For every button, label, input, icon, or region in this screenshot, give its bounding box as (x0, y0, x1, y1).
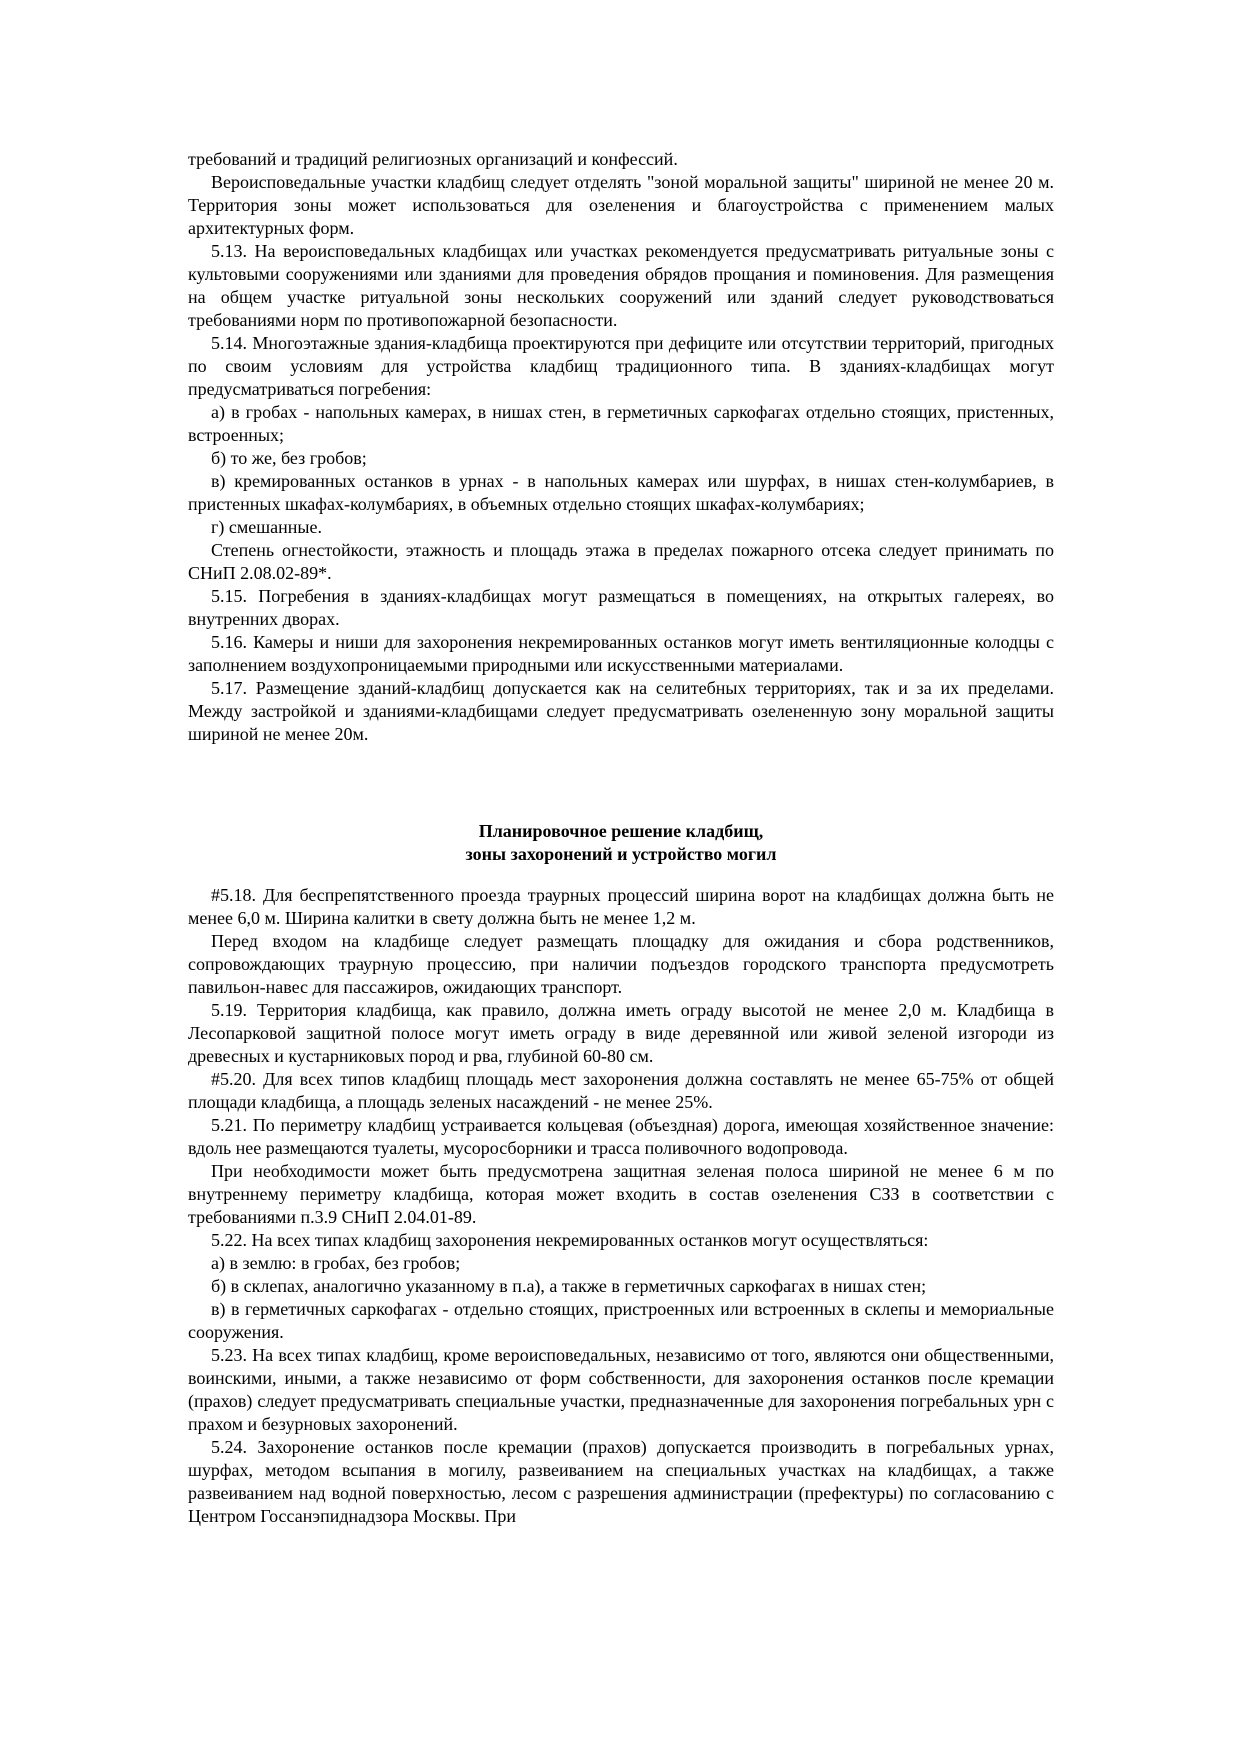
paragraph: Перед входом на кладбище следует размещать площадку для ожидания и сбора родственников, сопровождающих траурную процессию, при наличии подъездов городского транспорта предусмотреть павильон-навес для пассажиров, ожидающих транспорт. (188, 931, 1054, 997)
paragraph-5-22: 5.22. На всех типах кладбищ захоронения некремированных останков могут осуществляться: (211, 1230, 929, 1250)
list-item-a: а) в землю: в гробах, без гробов; (211, 1253, 461, 1273)
list-item-a: а) в гробах - напольных камерах, в нишах стен, в герметичных саркофагах отдельно стоящих, пристенных, встроенных; (188, 402, 1054, 445)
list-item-b: б) то же, без гробов; (211, 448, 367, 468)
paragraph-5-21: 5.21. По периметру кладбищ устраивается кольцевая (объездная) дорога, имеющая хозяйственное значение: вдоль нее размещаются туалеты, мусоросборники и трасса поливочного водопровода. (188, 1115, 1054, 1158)
paragraph: Степень огнестойкости, этажность и площадь этажа в пределах пожарного отсека следует принимать по СНиП 2.08.02-89*. (188, 540, 1054, 583)
paragraph-5-17: 5.17. Размещение зданий-кладбищ допускается как на селитебных территориях, так и за их пределами. Между застройкой и зданиями-кладбищами следует предусматривать озелененную зону моральной защиты шириной не менее 20м. (188, 678, 1054, 744)
paragraph-5-16: 5.16. Камеры и ниши для захоронения некремированных останков могут иметь вентиляционные колодцы с заполнением воздухопроницаемыми природными или искусственными материалами. (188, 632, 1054, 675)
list-item-g: г) смешанные. (211, 517, 322, 537)
list-item-v: в) в герметичных саркофагах - отдельно стоящих, пристроенных или встроенных в склепы и мемориальные сооружения. (188, 1299, 1054, 1342)
paragraph: Вероисповедальные участки кладбищ следует отделять "зоной моральной защиты" шириной не менее 20 м. Территория зоны может использоваться для озеленения и благоустройства с применением малых архитектурных форм. (188, 172, 1054, 238)
paragraph-5-15: 5.15. Погребения в зданиях-кладбищах могут размещаться в помещениях, на открытых галереях, во внутренних дворах. (188, 586, 1054, 629)
section-heading (188, 820, 1054, 866)
list-item-v: в) кремированных останков в урнах - в напольных камерах или шурфах, в нишах стен-колумбариев, в пристенных шкафах-колумбариях, в объемных отдельно стоящих шкафах-колумбариях; (188, 471, 1054, 514)
section-heading-line-2: зоны захоронений и устройство могил (465, 844, 777, 864)
document-page (188, 148, 1054, 1528)
paragraph-5-13: 5.13. На вероисповедальных кладбищах или участках рекомендуется предусматривать ритуальные зоны с культовыми сооружениями или зданиями для проведения обрядов прощания и поминовения. Для размещения на общем участке ритуальной зоны нескольких сооружений или зданий следует руководствоваться требованиями норм по противопожарной безопасности. (188, 241, 1054, 330)
list-item-b: б) в склепах, аналогично указанному в п.а), а также в герметичных саркофагах в нишах стен; (211, 1276, 927, 1296)
paragraph-5-20: #5.20. Для всех типов кладбищ площадь мест захоронения должна составлять не менее 65-75% от общей площади кладбища, а площадь зеленых насаждений - не менее 25%. (188, 1069, 1054, 1112)
paragraph-5-24: 5.24. Захоронение останков после кремации (прахов) допускается производить в погребальных урнах, шурфах, методом всыпания в могилу, развеиванием на специальных участках на кладбищах, а также развеиванием над водной поверхностью, лесом с разрешения администрации (префектуры) по согласованию с Центром Госсанэпиднадзора Москвы. При (188, 1437, 1054, 1526)
paragraph-5-23: 5.23. На всех типах кладбищ, кроме вероисповедальных, независимо от того, являются они общественными, воинскими, иными, а также независимо от форм собственности, для захоронения останков после кремации (прахов) следует предусматривать специальные участки, предназначенные для захоронения погребальных урн с прахом и безурновых захоронений. (188, 1345, 1054, 1434)
section-heading-line-1: Планировочное решение кладбищ, (478, 821, 764, 841)
paragraph: требований и традиций религиозных организаций и конфессий. (188, 149, 678, 169)
paragraph-5-18: #5.18. Для беспрепятственного проезда траурных процессий ширина ворот на кладбищах должна быть не менее 6,0 м. Ширина калитки в свету должна быть не менее 1,2 м. (188, 885, 1054, 928)
paragraph-5-19: 5.19. Территория кладбища, как правило, должна иметь ограду высотой не менее 2,0 м. Кладбища в Лесопарковой защитной полосе могут иметь ограду в виде деревянной или живой зеленой изгороди из древесных и кустарниковых пород и рва, глубиной 60-80 см. (188, 1000, 1054, 1066)
paragraph: При необходимости может быть предусмотрена защитная зеленая полоса шириной не менее 6 м по внутреннему периметру кладбища, которая может входить в состав озеленения СЗЗ в соответствии с требованиями п.3.9 СНиП 2.04.01-89. (188, 1161, 1054, 1227)
paragraph-5-14: 5.14. Многоэтажные здания-кладбища проектируются при дефиците или отсутствии территорий, пригодных по своим условиям для устройства кладбищ традиционного типа. В зданиях-кладбищах могут предусматриваться погребения: (188, 333, 1054, 399)
